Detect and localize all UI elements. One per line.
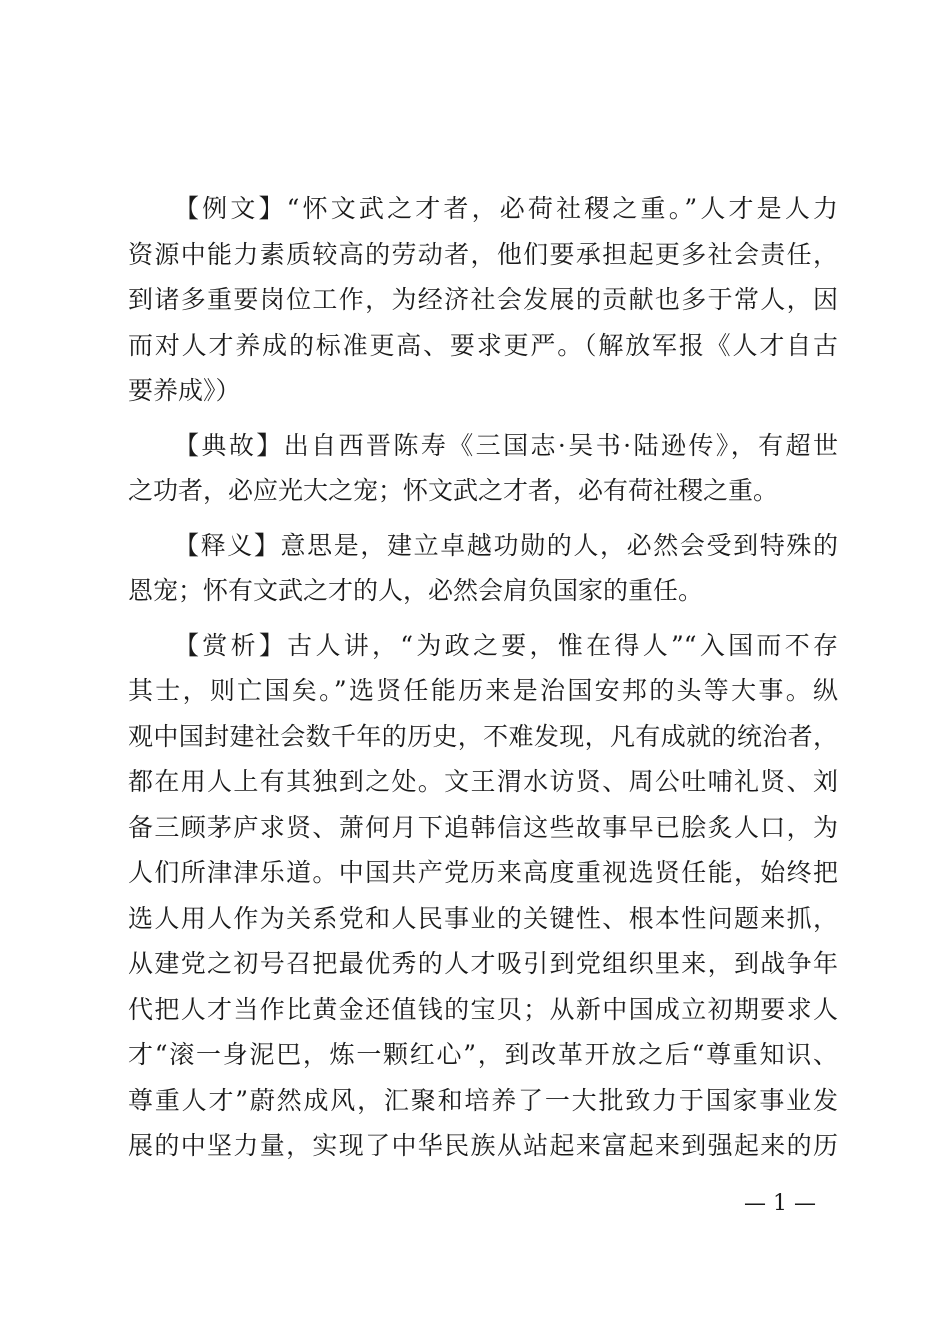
text-line: 其士，则亡国矣。”选贤任能历来是治国安邦的头等大事。纵 [128, 676, 838, 705]
text-line: 观中国封建社会数千年的历史，不难发现，凡有成就的统治者， [128, 721, 838, 751]
text-line: 尊重人才”蔚然成风，汇聚和培养了一大批致力于国家事业发 [128, 1085, 838, 1115]
text-line: 之功者，必应光大之宠；怀文武之才者，必有荷社稷之重。 [128, 476, 779, 505]
text-line: 从建党之初号召把最优秀的人才吸引到党组织里来，到战争年 [128, 949, 838, 978]
paragraph-example [128, 186, 838, 414]
text-line: 资源中能力素质较高的劳动者，他们要承担起更多社会责任， [128, 239, 838, 269]
text-line: 才“滚一身泥巴，炼一颗红心”，到改革开放之后“尊重知识、 [128, 1040, 838, 1069]
text-line: 代把人才当作比黄金还值钱的宝贝；从新中国成立初期要求人 [128, 994, 838, 1024]
text-line: 人们所津津乐道。中国共产党历来高度重视选贤任能，始终把 [128, 858, 838, 887]
text-line: 【赏析】古人讲，“为政之要，惟在得人”“入国而不存 [174, 630, 838, 660]
text-line: 恩宠；怀有文武之才的人，必然会肩负国家的重任。 [128, 576, 704, 605]
text-line: 【释义】意思是，建立卓越功勋的人，必然会受到特殊的 [174, 530, 838, 560]
text-line: 【典故】出自西晋陈寿《三国志·吴书·陆逊传》，有超世 [174, 430, 838, 460]
paragraph-appreciation [128, 623, 838, 1169]
paragraph-interpretation [128, 523, 838, 614]
text-line: 要养成》） [128, 376, 241, 405]
text-line: 选人用人作为关系党和人民事业的关键性、根本性问题来抓， [128, 903, 838, 933]
paragraph-allusion [128, 423, 838, 514]
page-number: — 1 — [744, 1191, 816, 1216]
text-line: 而对人才养成的标准更高、要求更严。（解放军报《人才自古 [128, 330, 838, 360]
text-line: 到诸多重要岗位工作，为经济社会发展的贡献也多于常人，因 [128, 285, 838, 314]
text-line: 备三顾茅庐求贤、萧何月下追韩信这些故事早已脍炙人口，为 [128, 812, 838, 842]
text-line: 展的中坚力量，实现了中华民族从站起来富起来到强起来的历 [128, 1131, 838, 1160]
text-line: 都在用人上有其独到之处。文王渭水访贤、周公吐哺礼贤、刘 [128, 767, 838, 796]
document-body [128, 186, 838, 1169]
text-line: 【例文】“怀文武之才者，必荷社稷之重。”人才是人力 [174, 194, 838, 223]
